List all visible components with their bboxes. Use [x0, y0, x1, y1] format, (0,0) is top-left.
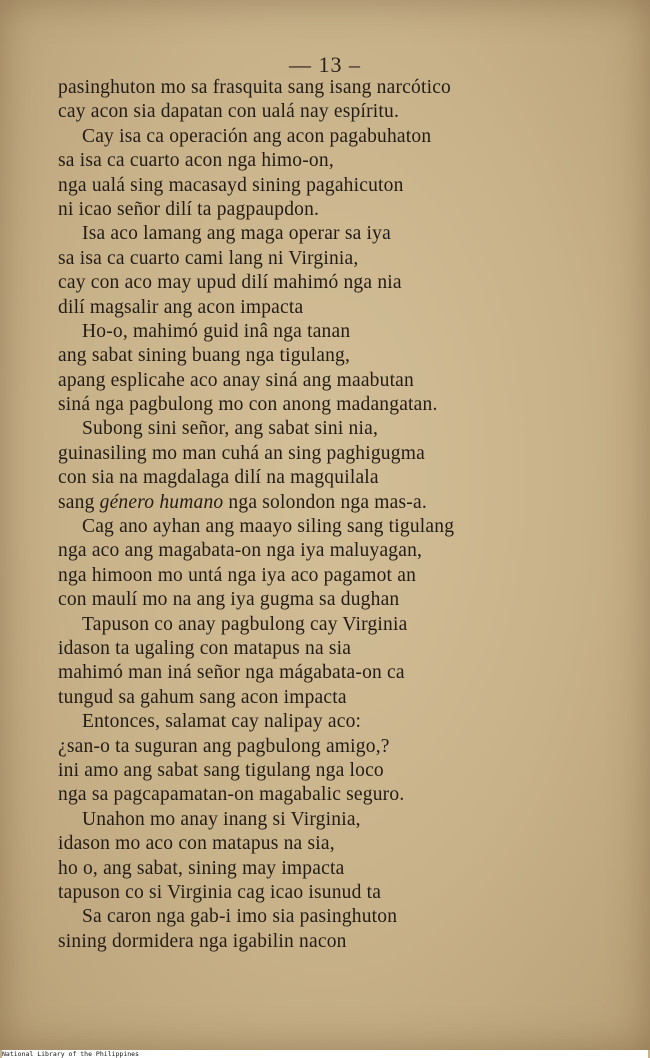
text-line [58, 76, 618, 100]
text-line [58, 661, 618, 685]
text-line [58, 686, 618, 710]
text-line-content: ho o, ang sabat, sining may impacta [58, 857, 345, 879]
text-line-content: cay con aco may upud dilí mahimó nga nia [58, 272, 402, 294]
text-line [58, 857, 618, 881]
text-line-content: sa isa ca cuarto cami lang ni Virginia, [58, 247, 359, 269]
text-line-content: apang esplicahe aco anay siná ang maabutan [58, 369, 414, 391]
text-line-content: guinasiling mo man cuhá an sing paghigugma [58, 442, 425, 464]
text-line-content: mahimó man iná señor nga mágabata-on ca [58, 662, 405, 684]
text-line-content: nga aco ang magabata-on nga iya maluyagan, [58, 540, 423, 562]
text-line-content: Tapuson co anay pagbulong cay Virginia [82, 613, 408, 635]
text-line-content: idason mo aco con matapus na sia, [58, 833, 335, 855]
text-line-content: ini amo ang sabat sang tigulang nga loco [58, 759, 384, 781]
text-line [58, 442, 618, 466]
text-line-content: Ho-o, mahimó guid inâ nga tanan [82, 320, 351, 342]
text-line-content: pasinghuton mo sa frasquita sang isang narcótico [58, 77, 452, 98]
text-line [58, 100, 618, 124]
text-line-content: tungud sa gahum sang acon impacta [58, 686, 347, 708]
text-line [58, 466, 618, 490]
text-line [58, 296, 618, 320]
text-line [58, 515, 618, 539]
text-line-content: Entonces, salamat cay nalipay aco: [82, 711, 362, 733]
text-line [58, 320, 618, 344]
text-line [58, 832, 618, 856]
text-line-content: nga himoon mo untá nga iya aco pagamot an [58, 564, 417, 586]
text-line-content: Unahon mo anay inang si Virginia, [82, 808, 361, 830]
text-line-content: cay acon sia dapatan con ualá nay espíritu. [58, 101, 400, 123]
text-line [58, 491, 618, 515]
text-line-content: con maulí mo na ang iya gugma sa dughan [58, 589, 400, 611]
text-line-content: Cay isa ca operación ang acon pagabuhaton [82, 125, 432, 147]
text-line [58, 759, 618, 783]
text-line-content: con sia na magdalaga dilí na magquilala [58, 467, 379, 489]
text-line-content: Sa caron nga gab-i imo sia pasinghuton [82, 906, 398, 928]
text-line-content: ang sabat sining buang nga tigulang, [58, 345, 351, 367]
text-line-content: sining dormidera nga igabilin nacon [58, 930, 347, 952]
text-line [58, 637, 618, 661]
text-line-content: sa isa ca cuarto acon nga himo-on, [58, 150, 334, 172]
text-line [58, 930, 618, 954]
text-line-content: ¿san-o ta suguran ang pagbulong amigo,? [58, 735, 390, 757]
text-line [58, 588, 618, 612]
text-line [58, 271, 618, 295]
text-line [58, 125, 618, 149]
text-line [58, 149, 618, 173]
italic-phrase: género humano [99, 491, 224, 513]
text-line-content: tapuson co si Virginia cag icao isunud ta [58, 881, 382, 903]
text-line-content: Subong sini señor, ang sabat sini nia, [82, 418, 379, 440]
text-line [58, 247, 618, 271]
text-line [58, 710, 618, 734]
text-line [58, 735, 618, 759]
text-line [58, 344, 618, 368]
text-line-continuation: nga solondon nga mas-a. [223, 491, 427, 513]
text-line-content: Isa aco lamang ang maga operar sa iya [82, 223, 391, 245]
text-line-content: Cag ano ayhan ang maayo siling sang tigulang [82, 516, 455, 538]
text-line [58, 808, 618, 832]
text-line-content: nga ualá sing macasayd sining pagahicuton [58, 174, 404, 196]
text-line-content: idason ta ugaling con matapus na sia [58, 637, 352, 659]
poem-text-block [58, 76, 618, 954]
text-line [58, 613, 618, 637]
footer-credit: National Library of the Philippines [2, 1050, 648, 1058]
text-line [58, 783, 618, 807]
text-line [58, 564, 618, 588]
page-number: — 13 – [289, 52, 361, 77]
text-line [58, 369, 618, 393]
text-line [58, 393, 618, 417]
text-line-content: siná nga pagbulong mo con anong madangatan. [58, 394, 438, 416]
text-line-content: ni icao señor dilí ta pagpaupdon. [58, 198, 320, 220]
text-line [58, 905, 618, 929]
text-line [58, 222, 618, 246]
text-line-content: nga sa pagcapamatan-on magabalic seguro. [58, 784, 405, 806]
text-line [58, 198, 618, 222]
text-line [58, 881, 618, 905]
text-line-content: sang [58, 491, 100, 513]
text-line [58, 417, 618, 441]
text-line [58, 174, 618, 198]
text-line [58, 539, 618, 563]
text-line-content: dilí magsalir ang acon impacta [58, 296, 304, 318]
